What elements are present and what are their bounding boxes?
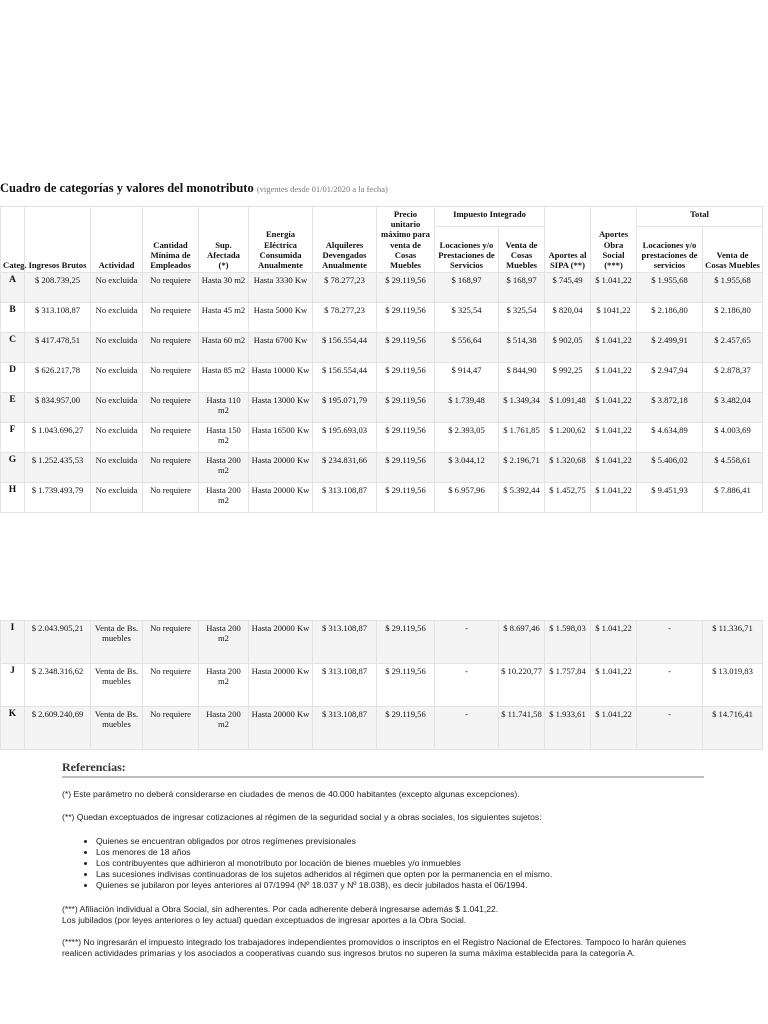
cell-imp-locaciones: $ 325,54 bbox=[435, 303, 499, 333]
exemption-item: • Los contribuyentes que adhirieron al monotributo por locación de bienes muebles y/o inmuebles bbox=[96, 858, 552, 869]
table-row bbox=[1, 453, 763, 483]
reference-note-3a: (***) Afiliación individual a Obra Social, sin adherentes. Por cada adherente deberá ingresarse además $ 1.041,22. bbox=[62, 904, 499, 914]
cell-energia: Hasta 20000 Kw bbox=[249, 664, 313, 707]
cell-precio: $ 29.119,56 bbox=[377, 423, 435, 453]
cell-actividad: No excluida bbox=[91, 303, 143, 333]
cell-ingresos: $ 2.609.240,69 bbox=[25, 707, 91, 750]
cell-imp-locaciones: $ 914,47 bbox=[435, 363, 499, 393]
cell-tot-locaciones: - bbox=[637, 621, 703, 664]
table-row bbox=[1, 363, 763, 393]
cell-sipa: $ 745,49 bbox=[545, 273, 591, 303]
cell-tot-locaciones: - bbox=[637, 707, 703, 750]
cell-actividad: Venta de Bs. muebles bbox=[91, 664, 143, 707]
cell-cantidad: No requiere bbox=[143, 273, 199, 303]
cell-energia: Hasta 13000 Kw bbox=[249, 393, 313, 423]
header-ingresos: Ingresos Brutos bbox=[25, 207, 91, 273]
cell-sup: Hasta 110 m2 bbox=[199, 393, 249, 423]
table-row bbox=[1, 423, 763, 453]
cell-alquileres: $ 313.108,87 bbox=[313, 621, 377, 664]
page-title bbox=[0, 181, 388, 196]
title-main: Cuadro de categorías y valores del monotributo bbox=[0, 181, 254, 195]
cell-actividad: Venta de Bs. muebles bbox=[91, 621, 143, 664]
header-cantidad: Cantidad Mínima de Empleados bbox=[143, 207, 199, 273]
cell-ingresos: $ 1.739.493,79 bbox=[25, 483, 91, 513]
title-subtitle: (vigentes desde 01/01/2020 a la fecha) bbox=[256, 184, 388, 194]
cell-alquileres: $ 313.108,87 bbox=[313, 483, 377, 513]
cell-alquileres: $ 195.071,79 bbox=[313, 393, 377, 423]
cell-obra: $ 1.041,22 bbox=[591, 393, 637, 423]
cell-imp-locaciones: $ 168,97 bbox=[435, 273, 499, 303]
cell-energia: Hasta 3330 Kw bbox=[249, 273, 313, 303]
reference-note-4: (****) No ingresarán el impuesto integrado los trabajadores independientes promovidos o inscriptos en el Registro Nacional de Efectores. Tampoco lo harán quienes realicen actividades primarias y los asociados a cooperativas cuando sus ingresos brutos no superen la suma máxima establecida para la categoría A. bbox=[62, 937, 687, 958]
cell-alquileres: $ 234.831,66 bbox=[313, 453, 377, 483]
cell-actividad: No excluida bbox=[91, 453, 143, 483]
cell-tot-venta: $ 4.558,61 bbox=[703, 453, 763, 483]
cell-energia: Hasta 20000 Kw bbox=[249, 453, 313, 483]
cell-ingresos: $ 626.217,78 bbox=[25, 363, 91, 393]
table-row bbox=[1, 273, 763, 303]
cell-sup: Hasta 150 m2 bbox=[199, 423, 249, 453]
exemption-item: • Los menores de 18 años bbox=[96, 847, 552, 858]
cell-tot-venta: $ 13.019,83 bbox=[703, 664, 763, 707]
cell-energia: Hasta 5000 Kw bbox=[249, 303, 313, 333]
monotributo-table-top bbox=[0, 206, 763, 513]
cell-sup: Hasta 200 m2 bbox=[199, 621, 249, 664]
cell-precio: $ 29.119,56 bbox=[377, 273, 435, 303]
cell-categ: D bbox=[1, 363, 25, 393]
cell-ingresos: $ 2.348.316,62 bbox=[25, 664, 91, 707]
cell-sipa: $ 1.200,62 bbox=[545, 423, 591, 453]
header-tot-venta: Venta de Cosas Muebles bbox=[703, 226, 763, 272]
cell-imp-venta: $ 1.349,34 bbox=[499, 393, 545, 423]
cell-energia: Hasta 20000 Kw bbox=[249, 483, 313, 513]
table-row bbox=[1, 483, 763, 513]
cell-imp-locaciones: - bbox=[435, 621, 499, 664]
exemption-item: • Quienes se jubilaron por leyes anteriores al 07/1994 (Nº 18.037 y Nº 18.038), es decir jubilados hasta el 06/1994. bbox=[96, 880, 552, 891]
cell-alquileres: $ 78.277,23 bbox=[313, 273, 377, 303]
cell-tot-locaciones: $ 2.186,80 bbox=[637, 303, 703, 333]
cell-tot-venta: $ 14.716,41 bbox=[703, 707, 763, 750]
table-row bbox=[1, 707, 763, 750]
cell-ingresos: $ 2.043.905,21 bbox=[25, 621, 91, 664]
header-categ: Categ. bbox=[1, 207, 25, 273]
cell-obra: $ 1.041,22 bbox=[591, 273, 637, 303]
cell-cantidad: No requiere bbox=[143, 621, 199, 664]
cell-imp-venta: $ 10.220,77 bbox=[499, 664, 545, 707]
cell-alquileres: $ 156.554,44 bbox=[313, 333, 377, 363]
cell-actividad: No excluida bbox=[91, 423, 143, 453]
cell-imp-locaciones: - bbox=[435, 664, 499, 707]
cell-sipa: $ 902,05 bbox=[545, 333, 591, 363]
cell-tot-venta: $ 2.457,65 bbox=[703, 333, 763, 363]
cell-tot-venta: $ 1.955,68 bbox=[703, 273, 763, 303]
cell-tot-locaciones: $ 9.451,93 bbox=[637, 483, 703, 513]
cell-actividad: No excluida bbox=[91, 393, 143, 423]
header-total-group: Total bbox=[637, 207, 763, 227]
cell-sipa: $ 1.091,48 bbox=[545, 393, 591, 423]
cell-obra: $ 1.041,22 bbox=[591, 423, 637, 453]
cell-obra: $ 1.041,22 bbox=[591, 333, 637, 363]
cell-sup: Hasta 30 m2 bbox=[199, 273, 249, 303]
cell-sipa: $ 1.320,68 bbox=[545, 453, 591, 483]
cell-categ: A bbox=[1, 273, 25, 303]
header-energia: Energía Eléctrica Consumida Anualmente bbox=[249, 207, 313, 273]
cell-tot-locaciones: $ 2.947,94 bbox=[637, 363, 703, 393]
header-imp-venta: Venta de Cosas Muebles bbox=[499, 226, 545, 272]
cell-tot-locaciones: - bbox=[637, 664, 703, 707]
cell-sup: Hasta 200 m2 bbox=[199, 483, 249, 513]
cell-obra: $ 1041,22 bbox=[591, 303, 637, 333]
cell-obra: $ 1.041,22 bbox=[591, 453, 637, 483]
cell-imp-venta: $ 2.196,71 bbox=[499, 453, 545, 483]
reference-note-2: (**) Quedan exceptuados de ingresar cotizaciones al régimen de la seguridad social y a obras sociales, los siguientes sujetos: bbox=[62, 812, 542, 822]
cell-categ: H bbox=[1, 483, 25, 513]
cell-imp-venta: $ 5.392,44 bbox=[499, 483, 545, 513]
cell-categ: I bbox=[1, 621, 25, 664]
cell-categ: F bbox=[1, 423, 25, 453]
cell-alquileres: $ 313.108,87 bbox=[313, 707, 377, 750]
cell-ingresos: $ 208.739,25 bbox=[25, 273, 91, 303]
references-heading: Referencias: bbox=[62, 760, 704, 778]
cell-obra: $ 1.041,22 bbox=[591, 707, 637, 750]
cell-sup: Hasta 200 m2 bbox=[199, 707, 249, 750]
cell-energia: Hasta 16500 Kw bbox=[249, 423, 313, 453]
reference-note-1: (*) Este parámetro no deberá considerarse en ciudades de menos de 40.000 habitantes (excepto algunas excepciones). bbox=[62, 789, 520, 799]
reference-note-3b: Los jubilados (por leyes anteriores o ley actual) quedan exceptuados de ingresar aportes a la Obra Social. bbox=[62, 915, 467, 925]
cell-tot-venta: $ 11.336,71 bbox=[703, 621, 763, 664]
cell-obra: $ 1.041,22 bbox=[591, 483, 637, 513]
header-imp-locaciones: Locaciones y/o Prestaciones de Servicios bbox=[435, 226, 499, 272]
cell-alquileres: $ 195.693,03 bbox=[313, 423, 377, 453]
cell-sipa: $ 1.598,03 bbox=[545, 621, 591, 664]
header-sipa: Aportes al SIPA (**) bbox=[545, 207, 591, 273]
cell-imp-locaciones: $ 6.957,96 bbox=[435, 483, 499, 513]
cell-cantidad: No requiere bbox=[143, 483, 199, 513]
cell-tot-locaciones: $ 2.499,91 bbox=[637, 333, 703, 363]
cell-actividad: Venta de Bs. muebles bbox=[91, 707, 143, 750]
cell-obra: $ 1.041,22 bbox=[591, 664, 637, 707]
cell-tot-locaciones: $ 1.955,68 bbox=[637, 273, 703, 303]
cell-cantidad: No requiere bbox=[143, 333, 199, 363]
cell-categ: B bbox=[1, 303, 25, 333]
cell-actividad: No excluida bbox=[91, 363, 143, 393]
cell-imp-venta: $ 11.741,58 bbox=[499, 707, 545, 750]
cell-imp-venta: $ 514,38 bbox=[499, 333, 545, 363]
cell-precio: $ 29.119,56 bbox=[377, 363, 435, 393]
exemptions-list bbox=[62, 836, 552, 891]
cell-imp-venta: $ 168,97 bbox=[499, 273, 545, 303]
cell-imp-venta: $ 8.697,46 bbox=[499, 621, 545, 664]
cell-precio: $ 29.119,56 bbox=[377, 707, 435, 750]
cell-sup: Hasta 200 m2 bbox=[199, 453, 249, 483]
header-precio: Precio unitario máximo para venta de Cosas Muebles bbox=[377, 207, 435, 273]
cell-cantidad: No requiere bbox=[143, 707, 199, 750]
cell-sipa: $ 1.452,75 bbox=[545, 483, 591, 513]
cell-tot-venta: $ 2.878,37 bbox=[703, 363, 763, 393]
references-section bbox=[62, 760, 704, 958]
header-actividad: Actividad bbox=[91, 207, 143, 273]
cell-cantidad: No requiere bbox=[143, 363, 199, 393]
cell-categ: K bbox=[1, 707, 25, 750]
cell-imp-locaciones: $ 2.393,05 bbox=[435, 423, 499, 453]
cell-sup: Hasta 200 m2 bbox=[199, 664, 249, 707]
exemption-item: • Las sucesiones indivisas continuadoras de los sujetos adheridos al régimen que opten por la permanencia en el mismo. bbox=[96, 869, 552, 880]
cell-tot-locaciones: $ 5.406,02 bbox=[637, 453, 703, 483]
cell-sipa: $ 1.933,61 bbox=[545, 707, 591, 750]
cell-sipa: $ 1.757,84 bbox=[545, 664, 591, 707]
cell-precio: $ 29.119,56 bbox=[377, 303, 435, 333]
cell-alquileres: $ 156.554,44 bbox=[313, 363, 377, 393]
cell-tot-venta: $ 2.186,80 bbox=[703, 303, 763, 333]
cell-sipa: $ 820,04 bbox=[545, 303, 591, 333]
cell-cantidad: No requiere bbox=[143, 303, 199, 333]
cell-alquileres: $ 78.277,23 bbox=[313, 303, 377, 333]
cell-sup: Hasta 85 m2 bbox=[199, 363, 249, 393]
cell-categ: G bbox=[1, 453, 25, 483]
header-impuesto-group: Impuesto Integrado bbox=[435, 207, 545, 227]
cell-cantidad: No requiere bbox=[143, 393, 199, 423]
cell-categ: J bbox=[1, 664, 25, 707]
cell-energia: Hasta 20000 Kw bbox=[249, 707, 313, 750]
cell-sup: Hasta 60 m2 bbox=[199, 333, 249, 363]
header-sup: Sup. Afectada (*) bbox=[199, 207, 249, 273]
cell-actividad: No excluida bbox=[91, 483, 143, 513]
cell-cantidad: No requiere bbox=[143, 423, 199, 453]
cell-tot-venta: $ 3.482,04 bbox=[703, 393, 763, 423]
cell-precio: $ 29.119,56 bbox=[377, 393, 435, 423]
cell-imp-locaciones: - bbox=[435, 707, 499, 750]
cell-sup: Hasta 45 m2 bbox=[199, 303, 249, 333]
cell-precio: $ 29.119,56 bbox=[377, 483, 435, 513]
cell-categ: C bbox=[1, 333, 25, 363]
cell-alquileres: $ 313.108,87 bbox=[313, 664, 377, 707]
table-row bbox=[1, 621, 763, 664]
cell-energia: Hasta 10000 Kw bbox=[249, 363, 313, 393]
cell-sipa: $ 992,25 bbox=[545, 363, 591, 393]
cell-categ: E bbox=[1, 393, 25, 423]
header-alquileres: Alquileres Devengados Anualmente bbox=[313, 207, 377, 273]
cell-cantidad: No requiere bbox=[143, 664, 199, 707]
cell-actividad: No excluida bbox=[91, 273, 143, 303]
table-row bbox=[1, 393, 763, 423]
cell-tot-locaciones: $ 4.634,89 bbox=[637, 423, 703, 453]
cell-actividad: No excluida bbox=[91, 333, 143, 363]
cell-precio: $ 29.119,56 bbox=[377, 453, 435, 483]
cell-obra: $ 1.041,22 bbox=[591, 363, 637, 393]
cell-imp-locaciones: $ 3.044,12 bbox=[435, 453, 499, 483]
cell-ingresos: $ 834.957,00 bbox=[25, 393, 91, 423]
table-row bbox=[1, 664, 763, 707]
cell-ingresos: $ 417.478,51 bbox=[25, 333, 91, 363]
table-row bbox=[1, 303, 763, 333]
cell-precio: $ 29.119,56 bbox=[377, 621, 435, 664]
table-row bbox=[1, 333, 763, 363]
header-obra: Aportes Obra Social (***) bbox=[591, 207, 637, 273]
cell-imp-venta: $ 844,90 bbox=[499, 363, 545, 393]
exemption-item: • Quienes se encuentran obligados por otros regímenes previsionales bbox=[96, 836, 552, 847]
cell-cantidad: No requiere bbox=[143, 453, 199, 483]
cell-imp-locaciones: $ 556,64 bbox=[435, 333, 499, 363]
cell-ingresos: $ 313.108,87 bbox=[25, 303, 91, 333]
cell-energia: Hasta 20000 Kw bbox=[249, 621, 313, 664]
cell-precio: $ 29.119,56 bbox=[377, 664, 435, 707]
cell-tot-venta: $ 7.886,41 bbox=[703, 483, 763, 513]
cell-tot-locaciones: $ 3.872,18 bbox=[637, 393, 703, 423]
cell-tot-venta: $ 4.003,69 bbox=[703, 423, 763, 453]
header-tot-locaciones: Locaciones y/o prestaciones de servicios bbox=[637, 226, 703, 272]
monotributo-table-bottom bbox=[0, 620, 763, 750]
cell-energia: Hasta 6700 Kw bbox=[249, 333, 313, 363]
cell-imp-venta: $ 1.761,85 bbox=[499, 423, 545, 453]
cell-ingresos: $ 1.252.435,53 bbox=[25, 453, 91, 483]
cell-ingresos: $ 1.043.696,27 bbox=[25, 423, 91, 453]
cell-obra: $ 1.041,22 bbox=[591, 621, 637, 664]
cell-precio: $ 29.119,56 bbox=[377, 333, 435, 363]
cell-imp-locaciones: $ 1.739,48 bbox=[435, 393, 499, 423]
cell-imp-venta: $ 325,54 bbox=[499, 303, 545, 333]
